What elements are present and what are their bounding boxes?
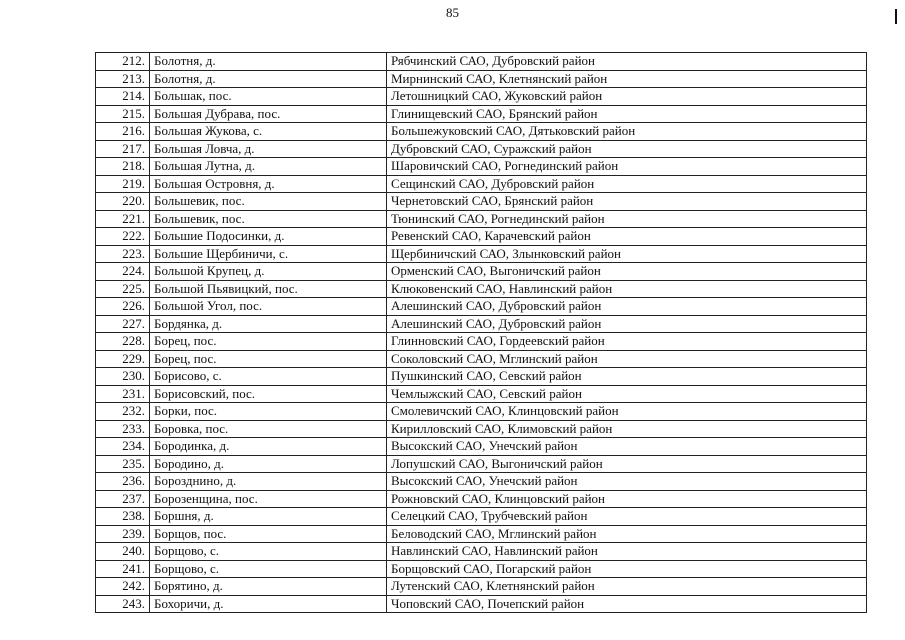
table-row (96, 403, 867, 421)
administrative-area: Соколовский САО, Мглинский район (387, 350, 867, 368)
settlement-name: Большие Подосинки, д. (150, 228, 387, 246)
row-number: 239. (96, 525, 150, 543)
table-row (96, 175, 867, 193)
table-row (96, 333, 867, 351)
settlement-name: Борец, пос. (150, 333, 387, 351)
row-number: 240. (96, 543, 150, 561)
administrative-area: Навлинский САО, Навлинский район (387, 543, 867, 561)
administrative-area: Селецкий САО, Трубчевский район (387, 508, 867, 526)
settlement-name: Большая Лутна, д. (150, 158, 387, 176)
administrative-area: Летошницкий САО, Жуковский район (387, 88, 867, 106)
row-number: 216. (96, 123, 150, 141)
row-number: 213. (96, 70, 150, 88)
row-number: 214. (96, 88, 150, 106)
row-number: 237. (96, 490, 150, 508)
administrative-area: Борщовский САО, Погарский район (387, 560, 867, 578)
settlement-name: Большевик, пос. (150, 193, 387, 211)
settlement-name: Большевик, пос. (150, 210, 387, 228)
administrative-area: Алешинский САО, Дубровский район (387, 315, 867, 333)
administrative-area: Высокский САО, Унечский район (387, 473, 867, 491)
settlement-name: Борщов, пос. (150, 525, 387, 543)
administrative-area: Алешинский САО, Дубровский район (387, 298, 867, 316)
settlement-name: Большой Угол, пос. (150, 298, 387, 316)
administrative-area: Щербиничский САО, Злынковский район (387, 245, 867, 263)
table-row (96, 543, 867, 561)
row-number: 223. (96, 245, 150, 263)
table-row (96, 140, 867, 158)
row-number: 232. (96, 403, 150, 421)
table-row (96, 525, 867, 543)
row-number: 221. (96, 210, 150, 228)
row-number: 243. (96, 595, 150, 613)
table-row (96, 455, 867, 473)
settlement-name: Боровка, пос. (150, 420, 387, 438)
row-number: 234. (96, 438, 150, 456)
administrative-area: Ревенский САО, Карачевский район (387, 228, 867, 246)
table-row (96, 88, 867, 106)
settlement-name: Болотня, д. (150, 53, 387, 71)
settlement-name: Большая Ловча, д. (150, 140, 387, 158)
table-row (96, 508, 867, 526)
row-number: 220. (96, 193, 150, 211)
administrative-area: Шаровичский САО, Рогнединский район (387, 158, 867, 176)
row-number: 226. (96, 298, 150, 316)
table-row (96, 368, 867, 386)
administrative-area: Тюнинский САО, Рогнединский район (387, 210, 867, 228)
settlement-name: Большая Дубрава, пос. (150, 105, 387, 123)
table-row (96, 298, 867, 316)
settlement-name: Бородинка, д. (150, 438, 387, 456)
settlement-name: Борщово, с. (150, 560, 387, 578)
row-number: 233. (96, 420, 150, 438)
row-number: 241. (96, 560, 150, 578)
table-row (96, 245, 867, 263)
table-row (96, 578, 867, 596)
administrative-area: Большежуковский САО, Дятьковский район (387, 123, 867, 141)
settlement-name: Борисово, с. (150, 368, 387, 386)
administrative-area: Рябчинский САО, Дубровский район (387, 53, 867, 71)
row-number: 224. (96, 263, 150, 281)
row-number: 229. (96, 350, 150, 368)
settlement-name: Большие Щербиничи, с. (150, 245, 387, 263)
table-row (96, 228, 867, 246)
row-number: 242. (96, 578, 150, 596)
administrative-area: Лутенский САО, Клетнянский район (387, 578, 867, 596)
settlement-name: Бородино, д. (150, 455, 387, 473)
row-number: 238. (96, 508, 150, 526)
settlement-name: Бордянка, д. (150, 315, 387, 333)
settlement-name: Болотня, д. (150, 70, 387, 88)
table-row (96, 70, 867, 88)
settlement-name: Большак, пос. (150, 88, 387, 106)
settlement-name: Большой Пьявицкий, пос. (150, 280, 387, 298)
margin-mark (895, 9, 897, 24)
administrative-area: Сещинский САО, Дубровский район (387, 175, 867, 193)
settlement-name: Борки, пос. (150, 403, 387, 421)
administrative-area: Чернетовский САО, Брянский район (387, 193, 867, 211)
administrative-area: Клюковенский САО, Навлинский район (387, 280, 867, 298)
settlement-name: Борозенщина, пос. (150, 490, 387, 508)
table-row (96, 420, 867, 438)
row-number: 236. (96, 473, 150, 491)
settlement-name: Большая Островня, д. (150, 175, 387, 193)
administrative-area: Чемлыжский САО, Севский район (387, 385, 867, 403)
row-number: 235. (96, 455, 150, 473)
administrative-area: Мирнинский САО, Клетнянский район (387, 70, 867, 88)
settlements-table (95, 52, 867, 613)
settlement-name: Борец, пос. (150, 350, 387, 368)
row-number: 225. (96, 280, 150, 298)
settlement-name: Бохоричи, д. (150, 595, 387, 613)
table-row (96, 158, 867, 176)
row-number: 212. (96, 53, 150, 71)
table-row (96, 105, 867, 123)
table-row (96, 473, 867, 491)
row-number: 231. (96, 385, 150, 403)
table-row (96, 123, 867, 141)
table-body (96, 53, 867, 613)
administrative-area: Дубровский САО, Суражский район (387, 140, 867, 158)
table-row (96, 595, 867, 613)
row-number: 227. (96, 315, 150, 333)
row-number: 215. (96, 105, 150, 123)
table-row (96, 193, 867, 211)
row-number: 228. (96, 333, 150, 351)
table-row (96, 350, 867, 368)
row-number: 222. (96, 228, 150, 246)
settlement-name: Борятино, д. (150, 578, 387, 596)
administrative-area: Беловодский САО, Мглинский район (387, 525, 867, 543)
administrative-area: Рожновский САО, Клинцовский район (387, 490, 867, 508)
administrative-area: Лопушский САО, Выгоничский район (387, 455, 867, 473)
table-row (96, 210, 867, 228)
settlement-name: Борщово, с. (150, 543, 387, 561)
table-row (96, 53, 867, 71)
settlement-name: Большой Крупец, д. (150, 263, 387, 281)
administrative-area: Чоповский САО, Почепский район (387, 595, 867, 613)
administrative-area: Орменский САО, Выгоничский район (387, 263, 867, 281)
table-row (96, 438, 867, 456)
row-number: 230. (96, 368, 150, 386)
settlement-name: Борозднино, д. (150, 473, 387, 491)
row-number: 219. (96, 175, 150, 193)
administrative-area: Кирилловский САО, Климовский район (387, 420, 867, 438)
administrative-area: Высокский САО, Унечский район (387, 438, 867, 456)
table-row (96, 263, 867, 281)
administrative-area: Глинновский САО, Гордеевский район (387, 333, 867, 351)
table-row (96, 280, 867, 298)
administrative-area: Смолевичский САО, Клинцовский район (387, 403, 867, 421)
settlement-name: Боршня, д. (150, 508, 387, 526)
table-row (96, 490, 867, 508)
table-row (96, 560, 867, 578)
page-number: 85 (446, 5, 459, 20)
table-row (96, 385, 867, 403)
row-number: 218. (96, 158, 150, 176)
administrative-area: Глинищевский САО, Брянский район (387, 105, 867, 123)
row-number: 217. (96, 140, 150, 158)
administrative-area: Пушкинский САО, Севский район (387, 368, 867, 386)
settlement-name: Большая Жукова, с. (150, 123, 387, 141)
settlement-name: Борисовский, пос. (150, 385, 387, 403)
table-row (96, 315, 867, 333)
